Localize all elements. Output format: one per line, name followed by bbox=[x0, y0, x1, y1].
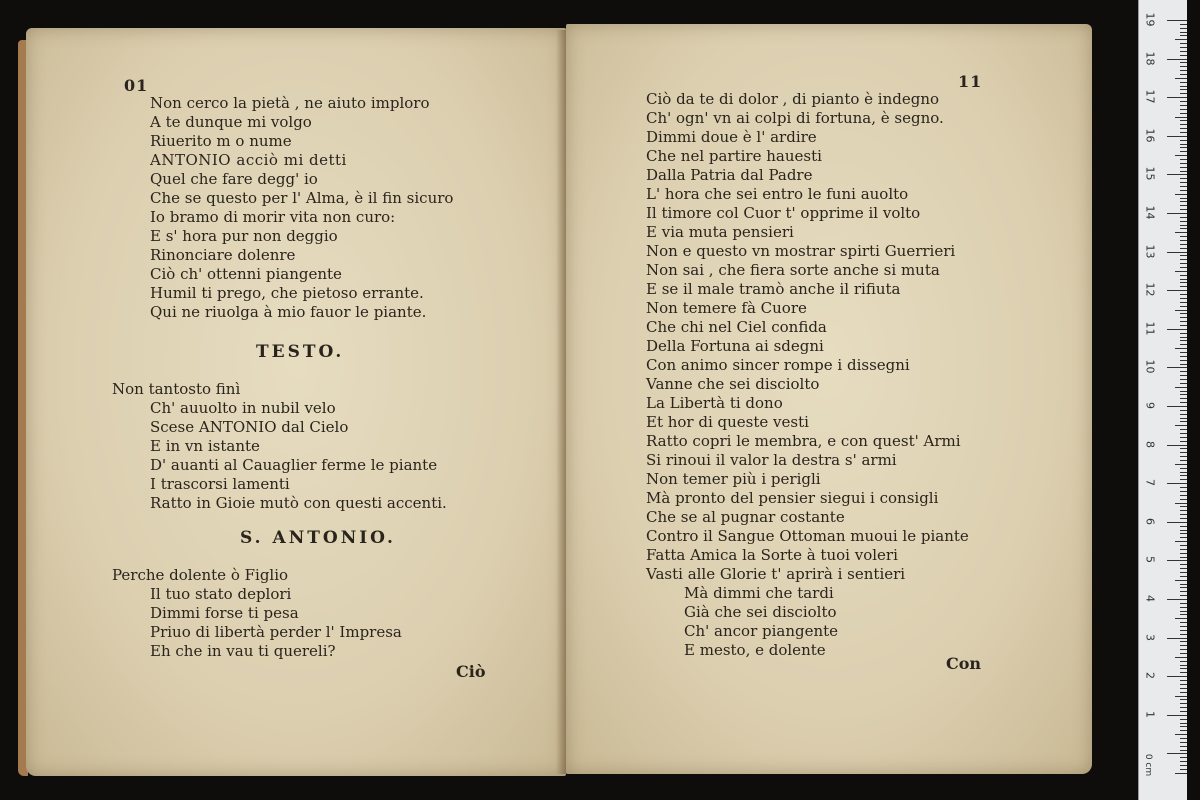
ruler-tick bbox=[1180, 398, 1187, 399]
ruler-tick bbox=[1175, 464, 1187, 465]
ruler-tick bbox=[1180, 665, 1187, 666]
ruler-number: 19 bbox=[1143, 12, 1157, 27]
verse-line: L' hora che sei entro le funi auolto bbox=[646, 185, 909, 203]
verse-line: Quel che fare degg' io bbox=[150, 170, 318, 188]
ruler-tick bbox=[1180, 82, 1187, 83]
ruler-number: 7 bbox=[1143, 479, 1157, 487]
verse-line: Si rinoui il valor la destra s' armi bbox=[646, 451, 897, 469]
ruler-tick bbox=[1167, 753, 1187, 754]
ruler-tick bbox=[1180, 132, 1187, 133]
ruler-tick bbox=[1180, 622, 1187, 623]
verse-line: Scese ANTONIO dal Cielo bbox=[150, 418, 349, 436]
verse-line: Non temere fà Cuore bbox=[646, 299, 807, 317]
verse-line: Riuerito m o nume bbox=[150, 132, 292, 150]
verse-line: Qui ne riuolga à mio fauor le piante. bbox=[150, 303, 427, 321]
ruler-tick bbox=[1180, 452, 1187, 453]
ruler-tick bbox=[1167, 715, 1187, 716]
ruler-tick bbox=[1167, 367, 1187, 368]
ruler-tick bbox=[1180, 668, 1187, 669]
ruler-tick bbox=[1180, 221, 1187, 222]
ruler-tick bbox=[1167, 560, 1187, 561]
verse-line: Che nel partire hauesti bbox=[646, 147, 822, 165]
ruler-tick bbox=[1167, 676, 1187, 677]
ruler-number: 9 bbox=[1143, 402, 1157, 409]
ruler-number: 3 bbox=[1143, 633, 1157, 641]
verse-line: Humil ti prego, che pietoso errante. bbox=[150, 284, 424, 302]
ruler-tick bbox=[1180, 294, 1187, 295]
ruler-tick bbox=[1180, 634, 1187, 635]
verse-line: Vasti alle Glorie t' aprirà i sentieri bbox=[646, 565, 906, 583]
verse-line: Non tantosto finì bbox=[112, 380, 241, 398]
heading-testo: TESTO. bbox=[256, 342, 345, 362]
ruler-tick bbox=[1180, 352, 1187, 353]
ruler-tick bbox=[1180, 429, 1187, 430]
ruler-tick bbox=[1180, 282, 1187, 283]
ruler-tick bbox=[1180, 402, 1187, 403]
ruler-tick bbox=[1175, 657, 1187, 658]
ruler-tick bbox=[1180, 74, 1187, 75]
ruler-tick bbox=[1180, 263, 1187, 264]
ruler-tick bbox=[1180, 510, 1187, 511]
ruler-number: 13 bbox=[1143, 244, 1157, 259]
ruler-tick bbox=[1180, 144, 1187, 145]
verse-line: Dalla Patria dal Padre bbox=[646, 166, 813, 184]
ruler-tick bbox=[1180, 421, 1187, 422]
ruler-tick bbox=[1175, 155, 1187, 156]
ruler-tick bbox=[1180, 217, 1187, 218]
ruler-number: 4 bbox=[1143, 595, 1157, 602]
right-page bbox=[566, 24, 1092, 774]
ruler-tick bbox=[1180, 128, 1187, 129]
ruler-tick bbox=[1180, 302, 1187, 303]
ruler-tick bbox=[1180, 630, 1187, 631]
ruler-tick bbox=[1167, 20, 1187, 21]
ruler-tick bbox=[1180, 641, 1187, 642]
verse-line: Vanne che sei disciolto bbox=[646, 375, 820, 393]
ruler-tick bbox=[1180, 738, 1187, 739]
ruler-tick bbox=[1180, 124, 1187, 125]
ruler-tick bbox=[1180, 750, 1187, 751]
verse-line: Ciò da te di dolor , di pianto è indegno bbox=[646, 90, 940, 108]
ruler-tick bbox=[1167, 97, 1187, 98]
ruler-tick bbox=[1180, 514, 1187, 515]
ruler-tick bbox=[1180, 545, 1187, 546]
ruler-tick bbox=[1175, 503, 1187, 504]
ruler-tick bbox=[1180, 375, 1187, 376]
ruler-tick bbox=[1180, 553, 1187, 554]
ruler-tick bbox=[1180, 456, 1187, 457]
ruler-tick bbox=[1180, 433, 1187, 434]
ruler-tick bbox=[1175, 232, 1187, 233]
ruler-tick bbox=[1180, 113, 1187, 114]
ruler-tick bbox=[1180, 267, 1187, 268]
verse-line: Mà pronto del pensier siegui i consigli bbox=[646, 489, 939, 507]
ruler-tick bbox=[1180, 603, 1187, 604]
ruler-tick bbox=[1180, 51, 1187, 52]
verse-line: Contro il Sangue Ottoman muoui le piante bbox=[646, 527, 969, 545]
ruler-tick bbox=[1167, 406, 1187, 407]
ruler-tick bbox=[1180, 530, 1187, 531]
verse-line: Il timore col Cuor t' opprime il volto bbox=[646, 204, 921, 222]
verse-line: Non e questo vn mostrar spirti Guerrieri bbox=[646, 242, 956, 260]
ruler-tick bbox=[1167, 252, 1187, 253]
ruler-tick bbox=[1180, 198, 1187, 199]
ruler-tick bbox=[1180, 394, 1187, 395]
ruler-tick bbox=[1175, 773, 1187, 774]
ruler-tick bbox=[1180, 711, 1187, 712]
verse-line: E s' hora pur non deggio bbox=[150, 227, 338, 245]
ruler-tick bbox=[1180, 240, 1187, 241]
ruler-tick bbox=[1180, 719, 1187, 720]
verse-line: Ratto copri le membra, e con quest' Armi bbox=[646, 432, 961, 450]
ruler-tick bbox=[1175, 78, 1187, 79]
ruler-tick bbox=[1180, 86, 1187, 87]
ruler-number: 16 bbox=[1143, 128, 1157, 143]
ruler-tick bbox=[1180, 391, 1187, 392]
verse-line: Eh che in vau ti quereli? bbox=[150, 642, 336, 660]
ruler-tick bbox=[1180, 298, 1187, 299]
ruler-number: 6 bbox=[1143, 517, 1157, 525]
left-catchword: Ciò bbox=[456, 662, 486, 681]
ruler-tick bbox=[1180, 699, 1187, 700]
ruler-tick bbox=[1180, 742, 1187, 743]
ruler-tick bbox=[1180, 707, 1187, 708]
ruler-tick bbox=[1180, 692, 1187, 693]
ruler-tick bbox=[1180, 460, 1187, 461]
ruler-tick bbox=[1180, 55, 1187, 56]
ruler-tick bbox=[1167, 599, 1187, 600]
verse-line: Mà dimmi che tardi bbox=[684, 584, 834, 602]
ruler-tick bbox=[1175, 541, 1187, 542]
ruler-tick bbox=[1180, 109, 1187, 110]
verse-line: Ch' ancor piangente bbox=[684, 622, 839, 640]
heading-santonio: S. ANTONIO. bbox=[240, 528, 396, 548]
verse-line: E in vn istante bbox=[150, 437, 260, 455]
ruler-tick bbox=[1180, 549, 1187, 550]
verse-line: Che se questo per l' Alma, è il fin sicuro bbox=[150, 189, 454, 207]
ruler-tick bbox=[1180, 236, 1187, 237]
ruler-tick bbox=[1180, 151, 1187, 152]
ruler-tick bbox=[1180, 653, 1187, 654]
verse-line: Non sai , che fiera sorte anche si muta bbox=[646, 261, 940, 279]
verse-line: Rinonciare dolenre bbox=[150, 246, 296, 264]
verse-line: Ciò ch' ottenni piangente bbox=[150, 265, 342, 283]
ruler-tick bbox=[1180, 684, 1187, 685]
ruler-tick bbox=[1167, 638, 1187, 639]
ruler-tick bbox=[1180, 259, 1187, 260]
ruler-unit-label: 0 cm bbox=[1143, 753, 1154, 777]
ruler-tick bbox=[1175, 117, 1187, 118]
ruler-tick bbox=[1180, 255, 1187, 256]
ruler-tick bbox=[1167, 445, 1187, 446]
ruler-tick bbox=[1180, 506, 1187, 507]
verse-line: Ratto in Gioie mutò con questi accenti. bbox=[150, 494, 447, 512]
ruler-tick bbox=[1180, 32, 1187, 33]
ruler-tick bbox=[1180, 35, 1187, 36]
ruler-tick bbox=[1167, 136, 1187, 137]
ruler-tick bbox=[1180, 576, 1187, 577]
ruler-number: 12 bbox=[1143, 282, 1157, 297]
ruler-tick bbox=[1180, 726, 1187, 727]
ruler-tick bbox=[1180, 703, 1187, 704]
ruler-tick bbox=[1180, 178, 1187, 179]
verse-line: Non temer più i perigli bbox=[646, 470, 821, 488]
measuring-ruler bbox=[1138, 0, 1187, 800]
ruler-tick bbox=[1180, 171, 1187, 172]
ruler-tick bbox=[1180, 437, 1187, 438]
ruler-tick bbox=[1180, 333, 1187, 334]
ruler-tick bbox=[1180, 228, 1187, 229]
verse-line: Fatta Amica la Sorte à tuoi voleri bbox=[646, 546, 898, 564]
ruler-tick bbox=[1180, 186, 1187, 187]
ruler-tick bbox=[1180, 591, 1187, 592]
ruler-tick bbox=[1180, 93, 1187, 94]
ruler-tick bbox=[1175, 310, 1187, 311]
verse-line: Io bramo di morir vita non curo: bbox=[150, 208, 396, 226]
ruler-tick bbox=[1180, 468, 1187, 469]
verse-line: Dimmi forse ti pesa bbox=[150, 604, 299, 622]
verse-line: Già che sei disciolto bbox=[684, 603, 837, 621]
ruler-tick bbox=[1180, 209, 1187, 210]
ruler-tick bbox=[1180, 518, 1187, 519]
ruler-tick bbox=[1167, 213, 1187, 214]
ruler-tick bbox=[1180, 244, 1187, 245]
ruler-tick bbox=[1180, 418, 1187, 419]
ruler-number: 5 bbox=[1143, 556, 1157, 564]
ruler-tick bbox=[1180, 723, 1187, 724]
ruler-tick bbox=[1180, 564, 1187, 565]
verse-line: A te dunque mi volgo bbox=[150, 113, 312, 131]
ruler-tick bbox=[1180, 275, 1187, 276]
ruler-tick bbox=[1167, 329, 1187, 330]
ruler-tick bbox=[1180, 279, 1187, 280]
ruler-number: 10 bbox=[1143, 359, 1157, 374]
ruler-tick bbox=[1180, 356, 1187, 357]
ruler-tick bbox=[1180, 306, 1187, 307]
ruler-tick bbox=[1167, 290, 1187, 291]
ruler-tick bbox=[1180, 147, 1187, 148]
ruler-number: 1 bbox=[1143, 710, 1157, 718]
ruler-tick bbox=[1180, 448, 1187, 449]
ruler-tick bbox=[1180, 614, 1187, 615]
ruler-tick bbox=[1180, 225, 1187, 226]
verse-line: Ch' auuolto in nubil velo bbox=[150, 399, 336, 417]
ruler-tick bbox=[1180, 649, 1187, 650]
ruler-tick bbox=[1180, 340, 1187, 341]
ruler-tick bbox=[1180, 491, 1187, 492]
ruler-tick bbox=[1180, 24, 1187, 25]
verse-line: D' auanti al Cauaglier ferme le piante bbox=[150, 456, 438, 474]
ruler-tick bbox=[1180, 313, 1187, 314]
ruler-tick bbox=[1180, 495, 1187, 496]
ruler-tick bbox=[1175, 194, 1187, 195]
ruler-tick bbox=[1167, 483, 1187, 484]
ruler-tick bbox=[1180, 43, 1187, 44]
verse-line: E mesto, e dolente bbox=[684, 641, 826, 659]
ruler-tick bbox=[1175, 425, 1187, 426]
ruler-tick bbox=[1180, 746, 1187, 747]
ruler-tick bbox=[1180, 688, 1187, 689]
ruler-number: 8 bbox=[1143, 440, 1157, 448]
verse-line: I trascorsi lamenti bbox=[150, 475, 290, 493]
ruler-tick bbox=[1180, 568, 1187, 569]
ruler-tick bbox=[1175, 580, 1187, 581]
ruler-tick bbox=[1180, 533, 1187, 534]
ruler-tick bbox=[1180, 526, 1187, 527]
ruler-tick bbox=[1175, 696, 1187, 697]
ruler-tick bbox=[1180, 557, 1187, 558]
ruler-tick bbox=[1180, 337, 1187, 338]
ruler-tick bbox=[1180, 487, 1187, 488]
ruler-tick bbox=[1180, 383, 1187, 384]
verse-line: Che se al pugnar costante bbox=[646, 508, 845, 526]
ruler-tick bbox=[1180, 140, 1187, 141]
ruler-tick bbox=[1180, 120, 1187, 121]
ruler-tick bbox=[1180, 607, 1187, 608]
ruler-tick bbox=[1180, 344, 1187, 345]
ruler-tick bbox=[1180, 371, 1187, 372]
verse-line: Della Fortuna ai sdegni bbox=[646, 337, 824, 355]
ruler-tick bbox=[1180, 680, 1187, 681]
left-page-number: 01 bbox=[124, 76, 149, 95]
ruler-tick bbox=[1180, 414, 1187, 415]
ruler-tick bbox=[1180, 182, 1187, 183]
ruler-tick bbox=[1180, 441, 1187, 442]
ruler-tick bbox=[1180, 317, 1187, 318]
ruler-tick bbox=[1180, 62, 1187, 63]
ruler-tick bbox=[1167, 59, 1187, 60]
ruler-tick bbox=[1180, 159, 1187, 160]
ruler-tick bbox=[1180, 66, 1187, 67]
verse-line: E se il male tramò anche il rifiuta bbox=[646, 280, 901, 298]
verse-line: Ch' ogn' vn ai colpi di fortuna, è segno. bbox=[646, 109, 944, 127]
ruler-tick bbox=[1180, 360, 1187, 361]
ruler-tick bbox=[1175, 734, 1187, 735]
ruler-tick bbox=[1180, 410, 1187, 411]
verse-line: Dimmi doue è l' ardire bbox=[646, 128, 817, 146]
ruler-tick bbox=[1180, 572, 1187, 573]
ruler-tick bbox=[1180, 101, 1187, 102]
ruler-tick bbox=[1180, 730, 1187, 731]
ruler-tick bbox=[1175, 271, 1187, 272]
ruler-tick bbox=[1180, 248, 1187, 249]
ruler-tick bbox=[1175, 387, 1187, 388]
ruler-tick bbox=[1175, 348, 1187, 349]
ruler-tick bbox=[1180, 761, 1187, 762]
ruler-tick bbox=[1180, 28, 1187, 29]
ruler-tick bbox=[1167, 522, 1187, 523]
ruler-tick bbox=[1175, 39, 1187, 40]
verse-line: Perche dolente ò Figlio bbox=[112, 566, 289, 584]
ruler-tick bbox=[1180, 499, 1187, 500]
ruler-tick bbox=[1180, 364, 1187, 365]
ruler-number: 18 bbox=[1143, 51, 1157, 66]
ruler-tick bbox=[1180, 105, 1187, 106]
ruler-tick bbox=[1180, 645, 1187, 646]
ruler-tick bbox=[1180, 587, 1187, 588]
ruler-number: 14 bbox=[1143, 205, 1157, 220]
ruler-number: 2 bbox=[1143, 672, 1157, 680]
left-page bbox=[26, 28, 566, 776]
ruler-tick bbox=[1180, 584, 1187, 585]
ruler-tick bbox=[1180, 89, 1187, 90]
ruler-tick bbox=[1180, 765, 1187, 766]
ruler-tick bbox=[1180, 479, 1187, 480]
ruler-tick bbox=[1180, 163, 1187, 164]
right-page-number: 11 bbox=[958, 72, 983, 91]
right-catchword: Con bbox=[946, 654, 982, 673]
ruler-tick bbox=[1180, 672, 1187, 673]
ruler-tick bbox=[1180, 626, 1187, 627]
ruler-tick bbox=[1180, 47, 1187, 48]
ruler-tick bbox=[1180, 321, 1187, 322]
ruler-number: 11 bbox=[1143, 321, 1157, 336]
verse-line: Il tuo stato deplori bbox=[150, 585, 292, 603]
verse-line: E via muta pensieri bbox=[646, 223, 794, 241]
verse-line: Con animo sincer rompe i dissegni bbox=[646, 356, 910, 374]
ruler-tick bbox=[1180, 769, 1187, 770]
verse-line: Non cerco la pietà , ne aiuto imploro bbox=[150, 94, 430, 112]
ruler-tick bbox=[1180, 201, 1187, 202]
ruler-tick bbox=[1180, 325, 1187, 326]
ruler-tick bbox=[1175, 618, 1187, 619]
ruler-tick bbox=[1180, 205, 1187, 206]
ruler-tick bbox=[1180, 537, 1187, 538]
ruler-tick bbox=[1167, 174, 1187, 175]
verse-line: Priuo di libertà perder l' Impresa bbox=[150, 623, 402, 641]
ruler-tick bbox=[1180, 611, 1187, 612]
ruler-tick bbox=[1180, 595, 1187, 596]
ruler-tick bbox=[1180, 190, 1187, 191]
ruler-tick bbox=[1180, 472, 1187, 473]
ruler-tick bbox=[1180, 167, 1187, 168]
ruler-number: 15 bbox=[1143, 166, 1157, 181]
verse-line: La Libertà ti dono bbox=[646, 394, 783, 412]
ruler-tick bbox=[1180, 70, 1187, 71]
ruler-tick bbox=[1180, 661, 1187, 662]
ruler-tick bbox=[1180, 475, 1187, 476]
verse-line: Che chi nel Ciel confida bbox=[646, 318, 827, 336]
ruler-tick bbox=[1180, 379, 1187, 380]
verse-line: ANTONIO acciò mi detti bbox=[150, 151, 347, 169]
ruler-number: 17 bbox=[1143, 89, 1157, 104]
verse-line: Et hor di queste vesti bbox=[646, 413, 809, 431]
ruler-tick bbox=[1180, 286, 1187, 287]
ruler-tick bbox=[1180, 757, 1187, 758]
